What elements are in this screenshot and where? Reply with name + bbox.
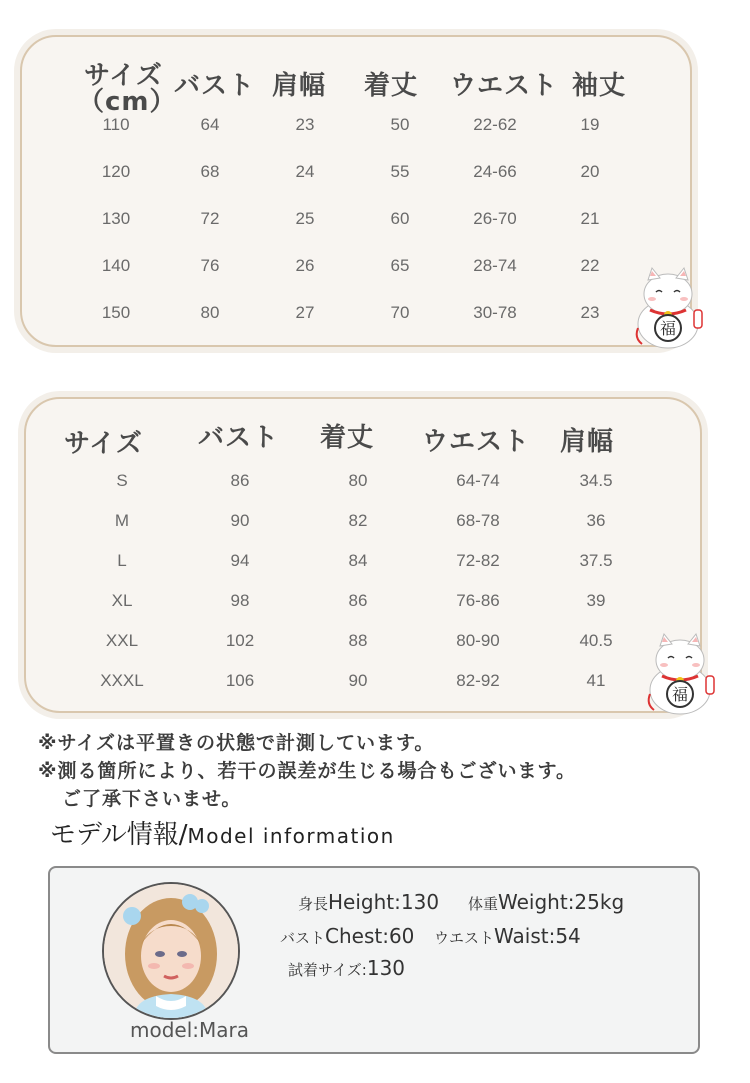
table-cell-shoulder: 27 xyxy=(295,303,315,322)
table-cell-waist: 76-86 xyxy=(456,591,500,610)
table-cell-waist: 30-78 xyxy=(473,303,517,322)
table-cell-shoulder: 36 xyxy=(586,511,606,530)
table-cell-bust: 68 xyxy=(200,162,220,181)
header-sleeve: 袖丈 xyxy=(572,71,627,101)
table-cell-size: M xyxy=(114,511,130,530)
table-cell-length: 86 xyxy=(348,591,368,610)
table-cell-size: XXL xyxy=(105,631,139,650)
table-cell-length: 50 xyxy=(390,115,410,134)
table-cell-size: XXXL xyxy=(100,671,144,690)
table-cell-sleeve: 20 xyxy=(580,162,600,181)
table-cell-waist: 26-70 xyxy=(473,209,517,228)
table-cell-size: 120 xyxy=(101,162,131,181)
table-cell-waist: 68-78 xyxy=(456,511,500,530)
table-cell-shoulder: 37.5 xyxy=(579,551,613,570)
lucky-cat-icon xyxy=(628,266,708,350)
spec-waist: ウエストWaist:54 xyxy=(434,924,581,948)
svg-text:福: 福 xyxy=(671,685,689,704)
table-cell-bust: 106 xyxy=(225,671,255,690)
table-cell-waist: 64-74 xyxy=(456,471,500,490)
table-cell-size: 110 xyxy=(102,115,130,134)
table-cell-shoulder: 34.5 xyxy=(579,471,613,490)
table-cell-size: 140 xyxy=(101,256,131,275)
model-name: model:Mara xyxy=(130,1018,250,1042)
avatar xyxy=(102,882,240,1020)
adult-size-table xyxy=(24,397,702,713)
spec-weight: 体重Weight:25kg xyxy=(468,890,625,914)
table-cell-waist: 82-92 xyxy=(456,671,500,690)
table-cell-shoulder: 39 xyxy=(586,591,606,610)
table-cell-waist: 28-74 xyxy=(473,256,517,275)
model-heading-en: Model information xyxy=(187,824,395,848)
header-shoulder: 肩幅 xyxy=(272,71,327,101)
table-cell-size: XL xyxy=(111,591,133,610)
table-cell-sleeve: 22 xyxy=(580,256,600,275)
model-photo xyxy=(104,884,238,1018)
header-waist: ウエスト xyxy=(450,71,559,101)
model-heading-jp: モデル情報/ xyxy=(50,820,188,850)
table-cell-length: 80 xyxy=(348,471,368,490)
table-cell-bust: 72 xyxy=(200,209,220,228)
table-cell-waist: 72-82 xyxy=(456,551,500,570)
table-cell-bust: 94 xyxy=(230,551,250,570)
model-info-heading xyxy=(50,814,395,851)
header-size: サイズ （cm） xyxy=(78,61,177,117)
table-cell-bust: 80 xyxy=(200,303,220,322)
table-cell-length: 60 xyxy=(390,209,410,228)
model-info-card xyxy=(48,866,700,1054)
table-cell-shoulder: 25 xyxy=(295,209,315,228)
header-bust: バスト xyxy=(198,423,280,453)
table-cell-length: 70 xyxy=(390,303,410,322)
table-cell-waist: 80-90 xyxy=(456,631,500,650)
header-size: サイズ xyxy=(64,429,143,459)
kids-size-table xyxy=(20,35,692,347)
note-error-margin: ※測る箇所により、若干の誤差が生じる場合もございます。 xyxy=(38,760,576,782)
table-cell-sleeve: 21 xyxy=(580,209,600,228)
table-cell-sleeve: 19 xyxy=(580,115,600,134)
header-shoulder: 肩幅 xyxy=(560,427,615,457)
table-cell-bust: 90 xyxy=(230,511,250,530)
svg-text:福: 福 xyxy=(659,319,677,338)
table-cell-waist: 24-66 xyxy=(473,162,517,181)
header-waist: ウエスト xyxy=(422,427,531,457)
table-cell-length: 82 xyxy=(348,511,368,530)
header-length: 着丈 xyxy=(320,423,375,453)
table-cell-size: S xyxy=(116,471,128,490)
lucky-cat-icon xyxy=(640,632,720,716)
table-cell-shoulder: 26 xyxy=(295,256,315,275)
table-cell-shoulder: 40.5 xyxy=(579,631,613,650)
header-bust: バスト xyxy=(174,71,256,101)
table-cell-size: 150 xyxy=(101,303,131,322)
table-cell-shoulder: 41 xyxy=(586,671,606,690)
table-cell-bust: 86 xyxy=(230,471,250,490)
table-cell-waist: 22-62 xyxy=(473,115,517,134)
note-apology: ご了承下さいませ。 xyxy=(62,788,242,810)
spec-height: 身長Height:130 xyxy=(298,890,440,914)
table-cell-bust: 98 xyxy=(230,591,250,610)
table-cell-length: 90 xyxy=(348,671,368,690)
header-length: 着丈 xyxy=(364,71,419,101)
note-measurement: ※サイズは平置きの状態で計測しています。 xyxy=(38,732,435,754)
table-cell-size: 130 xyxy=(101,209,131,228)
table-cell-bust: 102 xyxy=(225,631,255,650)
table-cell-length: 88 xyxy=(348,631,368,650)
table-cell-size: L xyxy=(117,551,127,570)
spec-tried-size: 試着サイズ:130 xyxy=(288,956,406,980)
table-cell-shoulder: 23 xyxy=(295,115,315,134)
table-cell-length: 55 xyxy=(390,162,410,181)
table-cell-length: 84 xyxy=(348,551,368,570)
table-cell-bust: 76 xyxy=(200,256,220,275)
table-cell-sleeve: 23 xyxy=(580,303,600,322)
spec-chest: バストChest:60 xyxy=(280,924,415,948)
table-cell-bust: 64 xyxy=(200,115,220,134)
table-cell-length: 65 xyxy=(390,256,410,275)
table-cell-shoulder: 24 xyxy=(295,162,315,181)
